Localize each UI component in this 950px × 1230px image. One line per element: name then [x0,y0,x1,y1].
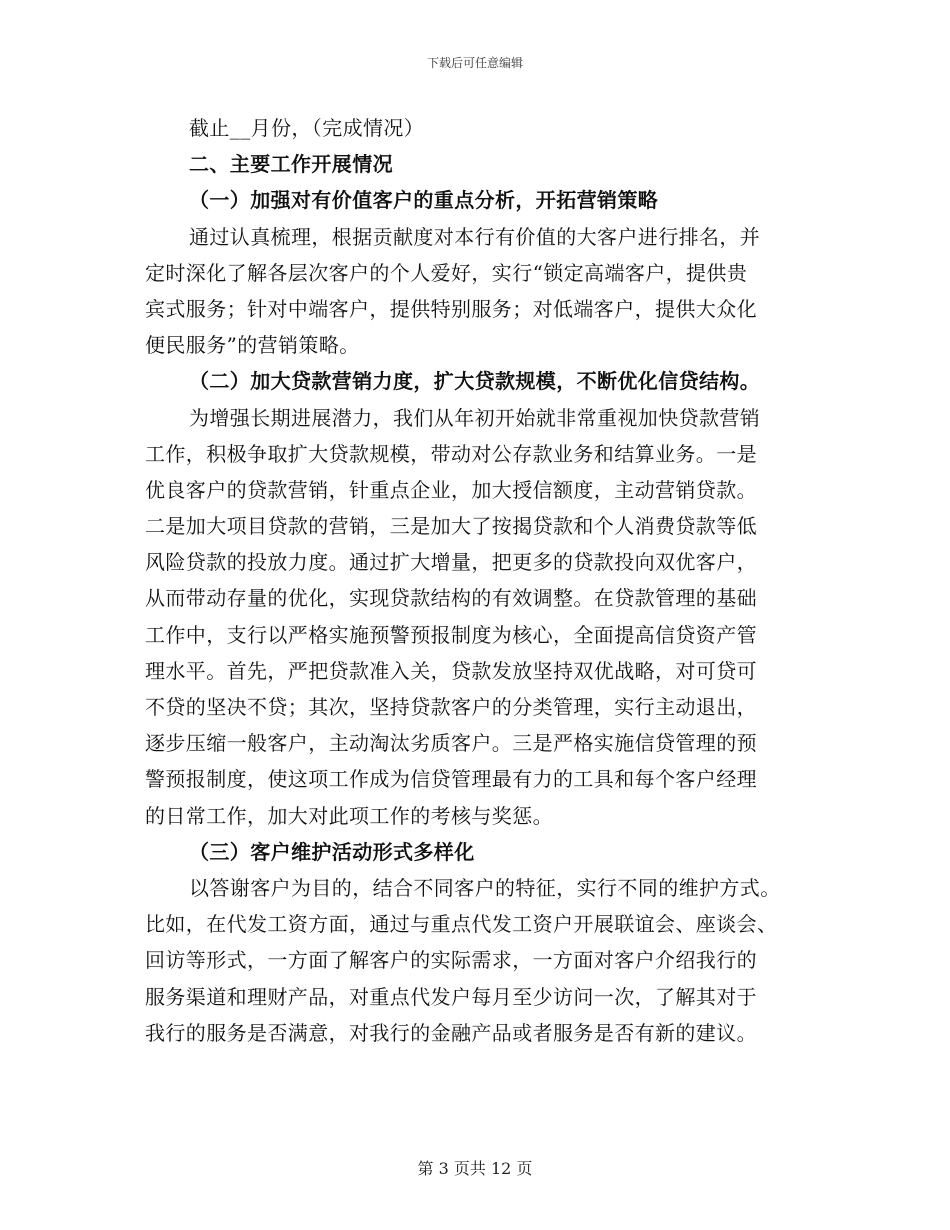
paragraph-line: 便民服务”的营销策略。 [145,333,360,358]
paragraph-line: 不贷的坚决不贷；其次，坚持贷款客户的分类管理，实行主动退出， [145,695,757,719]
paragraph-line: 定时深化了解各层次客户的个人爱好，实行“锁定高端客户，提供贵 [145,260,748,285]
paragraph-line: 风险贷款的投放力度。通过扩大增量，把更多的贷款投向双优客户， [145,550,757,575]
paragraph-line: 以答谢客户为目的，结合不同客户的特征，实行不同的维护方式。 [189,875,781,900]
paragraph-line: 理水平。首先，严把贷款准入关，贷款发放坚持双优战略，对可贷可 [145,658,757,683]
page-header-note: 下载后可任意编辑 [426,56,523,70]
paragraph-line: 的日常工作，加大对此项工作的考核与奖惩。 [145,803,553,828]
paragraph-line: 通过认真梳理，根据贡献度对本行有价值的大客户进行排名，并 [189,224,761,249]
paragraph-line: 逐步压缩一般客户，主动淘汰劣质客户。三是严格实施信贷管理的预 [145,731,757,756]
paragraph-line: 比如，在代发工资方面，通过与重点代发工资户开展联谊会、座谈会、 [145,912,778,937]
paragraph-line: 二是加大项目贷款的营销，三是加大了按揭贷款和个人消费贷款等低 [145,514,757,539]
paragraph-line: 回访等形式，一方面了解客户的实际需求，一方面对客户介绍我行的 [145,948,757,973]
paragraph-line: 优良客户的贷款营销，针重点企业，加大授信额度，主动营销贷款。 [145,477,757,502]
paragraph-line: 我行的服务是否满意，对我行的金融产品或者服务是否有新的建议。 [145,1020,757,1045]
text-line: 截止__月份，（完成情况） [189,116,425,140]
subsection-heading: （三）客户维护活动形式多样化 [189,839,475,864]
paragraph-line: 服务渠道和理财产品，对重点代发户每月至少访问一次，了解其对于 [145,984,757,1009]
paragraph-line: 工作中，支行以严格实施预警预报制度为核心，全面提高信贷资产管 [145,622,757,647]
subsection-heading: （一）加强对有价值客户的重点分析，开拓营销策略 [189,188,659,213]
paragraph-line: 工作，积极争取扩大贷款规模，带动对公存款业务和结算业务。一是 [145,441,757,466]
paragraph-line: 为增强长期进展潜力，我们从年初开始就非常重视加快贷款营销 [189,405,761,430]
document-body [145,110,805,1051]
paragraph-line: 警预报制度，使这项工作成为信贷管理最有力的工具和每个客户经理 [145,767,757,792]
paragraph-line: 宾式服务；针对中端客户，提供特别服务；对低端客户，提供大众化 [145,296,757,321]
subsection-heading: （二）加大贷款营销力度，扩大贷款规模，不断优化信贷结构。 [189,369,761,394]
paragraph-line: 从而带动存量的优化，实现贷款结构的有效调整。在贷款管理的基础 [145,586,757,611]
page-number: 第 3 页共 12 页 [417,1159,533,1178]
section-heading: 二、主要工作开展情况 [189,152,393,177]
